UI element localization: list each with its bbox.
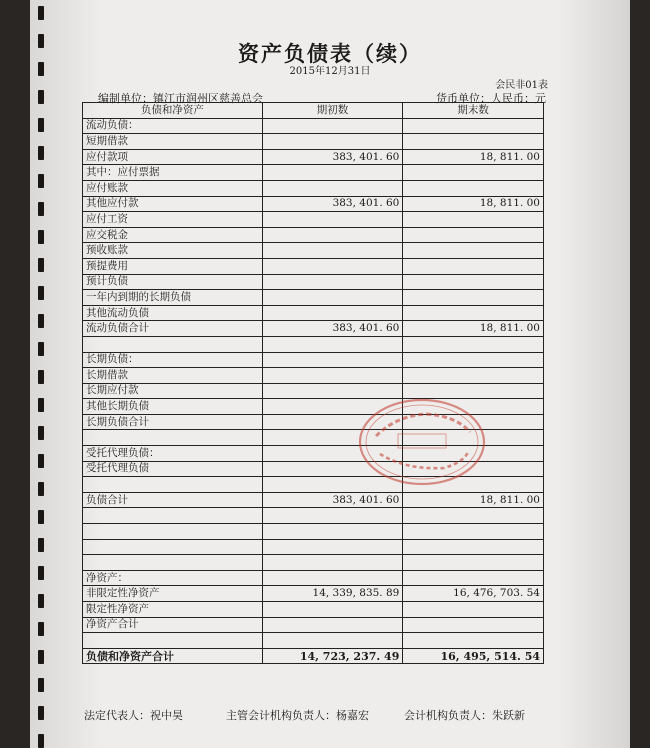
organization-label: 编制单位：镇江市润州区慈善总会 bbox=[98, 92, 263, 105]
row-end-value bbox=[403, 477, 544, 493]
row-end-value bbox=[403, 118, 544, 134]
row-label: 长期负债合计 bbox=[83, 414, 263, 430]
perforation-hole bbox=[38, 258, 44, 272]
row-end-value: 18, 811. 00 bbox=[403, 149, 544, 165]
table-row bbox=[83, 524, 544, 540]
row-end-value bbox=[403, 508, 544, 524]
row-end-value bbox=[403, 368, 544, 384]
perforation-hole bbox=[38, 174, 44, 188]
perforation-hole bbox=[38, 398, 44, 412]
row-label: 非限定性净资产 bbox=[83, 586, 263, 602]
row-label: 应付工资 bbox=[83, 212, 263, 228]
row-end-value: 18, 811. 00 bbox=[403, 196, 544, 212]
row-begin-value: 14, 339, 835. 89 bbox=[262, 586, 403, 602]
row-label: 应付账款 bbox=[83, 180, 263, 196]
row-end-value bbox=[403, 414, 544, 430]
row-begin-value bbox=[262, 336, 403, 352]
column-header-end: 期末数 bbox=[403, 103, 544, 119]
table-row bbox=[83, 555, 544, 571]
row-label bbox=[83, 524, 263, 540]
row-end-value bbox=[403, 290, 544, 306]
row-label: 长期负债： bbox=[83, 352, 263, 368]
table-row bbox=[83, 321, 544, 337]
row-end-value bbox=[403, 383, 544, 399]
perforation-hole bbox=[38, 342, 44, 356]
table-row bbox=[83, 305, 544, 321]
table-row bbox=[83, 165, 544, 181]
row-label: 应交税金 bbox=[83, 227, 263, 243]
table-row bbox=[83, 227, 544, 243]
perforation-hole bbox=[38, 538, 44, 552]
row-begin-value bbox=[262, 399, 403, 415]
row-label bbox=[83, 508, 263, 524]
row-begin-value bbox=[262, 602, 403, 618]
table-row bbox=[83, 586, 544, 602]
table-row bbox=[83, 539, 544, 555]
table-row bbox=[83, 336, 544, 352]
table-row bbox=[83, 196, 544, 212]
table-row bbox=[83, 274, 544, 290]
row-begin-value bbox=[262, 633, 403, 649]
table-row bbox=[83, 180, 544, 196]
row-label bbox=[83, 633, 263, 649]
perforation-hole bbox=[38, 230, 44, 244]
row-label: 一年内到期的长期负债 bbox=[83, 290, 263, 306]
row-begin-value bbox=[262, 227, 403, 243]
table-row bbox=[83, 570, 544, 586]
table-row bbox=[83, 368, 544, 384]
row-end-value: 18, 811. 00 bbox=[403, 492, 544, 508]
row-end-value: 16, 476, 703. 54 bbox=[403, 586, 544, 602]
row-begin-value bbox=[262, 508, 403, 524]
table-row bbox=[83, 477, 544, 493]
document-sheet bbox=[30, 0, 630, 748]
row-label: 其他流动负债 bbox=[83, 305, 263, 321]
table-header-row bbox=[83, 103, 544, 119]
row-label: 其他应付款 bbox=[83, 196, 263, 212]
row-end-value bbox=[403, 461, 544, 477]
row-end-value bbox=[403, 165, 544, 181]
row-label: 长期应付款 bbox=[83, 383, 263, 399]
row-begin-value bbox=[262, 165, 403, 181]
row-begin-value bbox=[262, 383, 403, 399]
row-begin-value bbox=[262, 243, 403, 259]
row-end-value bbox=[403, 539, 544, 555]
row-begin-value bbox=[262, 461, 403, 477]
row-end-value: 18, 811. 00 bbox=[403, 321, 544, 337]
table-row bbox=[83, 446, 544, 462]
table-row bbox=[83, 633, 544, 649]
row-end-value bbox=[403, 430, 544, 446]
perforation-hole bbox=[38, 706, 44, 720]
row-end-value bbox=[403, 305, 544, 321]
row-begin-value bbox=[262, 258, 403, 274]
row-label: 长期借款 bbox=[83, 368, 263, 384]
row-label bbox=[83, 539, 263, 555]
row-end-value bbox=[403, 274, 544, 290]
table-row bbox=[83, 290, 544, 306]
table-row bbox=[83, 243, 544, 259]
table-row bbox=[83, 149, 544, 165]
accounting-dept-head: 会计机构负责人：朱跃新 bbox=[404, 709, 525, 722]
row-end-value bbox=[403, 617, 544, 633]
row-end-value bbox=[403, 555, 544, 571]
row-end-value bbox=[403, 633, 544, 649]
perforation-hole bbox=[38, 566, 44, 580]
row-end-value bbox=[403, 399, 544, 415]
table-row bbox=[83, 258, 544, 274]
table-row bbox=[83, 602, 544, 618]
row-label: 短期借款 bbox=[83, 134, 263, 150]
row-label: 其中：应付票据 bbox=[83, 165, 263, 181]
table-row bbox=[83, 648, 544, 664]
row-label: 净资产合计 bbox=[83, 617, 263, 633]
row-label: 限定性净资产 bbox=[83, 602, 263, 618]
row-end-value bbox=[403, 212, 544, 228]
perforation-hole bbox=[38, 90, 44, 104]
perforation-hole bbox=[38, 146, 44, 160]
row-begin-value: 383, 401. 60 bbox=[262, 149, 403, 165]
perforation-hole bbox=[38, 454, 44, 468]
perforation-hole bbox=[38, 6, 44, 20]
perforation-hole bbox=[38, 510, 44, 524]
row-end-value bbox=[403, 570, 544, 586]
row-begin-value bbox=[262, 539, 403, 555]
row-begin-value: 383, 401. 60 bbox=[262, 492, 403, 508]
row-label: 预收账款 bbox=[83, 243, 263, 259]
table-row bbox=[83, 134, 544, 150]
row-label: 受托代理负债 bbox=[83, 461, 263, 477]
row-end-value bbox=[403, 602, 544, 618]
row-begin-value bbox=[262, 305, 403, 321]
row-label bbox=[83, 477, 263, 493]
perforation-strip bbox=[38, 0, 48, 748]
balance-sheet-table bbox=[82, 102, 544, 664]
row-label bbox=[83, 430, 263, 446]
table-row bbox=[83, 212, 544, 228]
row-begin-value bbox=[262, 118, 403, 134]
report-date: 2015年12月31日 bbox=[289, 66, 371, 77]
row-label: 负债合计 bbox=[83, 492, 263, 508]
row-begin-value bbox=[262, 477, 403, 493]
row-end-value bbox=[403, 352, 544, 368]
row-end-value bbox=[403, 134, 544, 150]
row-end-value bbox=[403, 227, 544, 243]
table-row bbox=[83, 118, 544, 134]
perforation-hole bbox=[38, 678, 44, 692]
table-row bbox=[83, 617, 544, 633]
perforation-hole bbox=[38, 426, 44, 440]
row-begin-value bbox=[262, 290, 403, 306]
row-end-value bbox=[403, 180, 544, 196]
table-row bbox=[83, 414, 544, 430]
row-label: 受托代理负债： bbox=[83, 446, 263, 462]
column-header-item: 负债和净资产 bbox=[83, 103, 263, 119]
perforation-hole bbox=[38, 314, 44, 328]
row-end-value bbox=[403, 258, 544, 274]
row-end-value: 16, 495, 514. 54 bbox=[403, 648, 544, 664]
row-begin-value bbox=[262, 180, 403, 196]
row-begin-value bbox=[262, 555, 403, 571]
document-title: 资产负债表（续） bbox=[238, 41, 422, 66]
row-label: 预提费用 bbox=[83, 258, 263, 274]
table-row bbox=[83, 352, 544, 368]
row-begin-value bbox=[262, 430, 403, 446]
row-end-value bbox=[403, 336, 544, 352]
accounting-head: 主管会计机构负责人：杨嘉宏 bbox=[226, 709, 369, 722]
table-row bbox=[83, 461, 544, 477]
table-row bbox=[83, 508, 544, 524]
row-label bbox=[83, 555, 263, 571]
row-begin-value: 383, 401. 60 bbox=[262, 321, 403, 337]
row-label: 负债和净资产合计 bbox=[83, 648, 263, 664]
table-row bbox=[83, 399, 544, 415]
perforation-hole bbox=[38, 370, 44, 384]
row-end-value bbox=[403, 446, 544, 462]
column-header-begin: 期初数 bbox=[262, 103, 403, 119]
row-label: 流动负债合计 bbox=[83, 321, 263, 337]
perforation-hole bbox=[38, 650, 44, 664]
row-begin-value bbox=[262, 570, 403, 586]
row-begin-value: 14, 723, 237. 49 bbox=[262, 648, 403, 664]
row-label: 流动负债： bbox=[83, 118, 263, 134]
row-begin-value bbox=[262, 368, 403, 384]
table-row bbox=[83, 430, 544, 446]
row-label: 应付款项 bbox=[83, 149, 263, 165]
row-label: 其他长期负债 bbox=[83, 399, 263, 415]
perforation-hole bbox=[38, 202, 44, 216]
perforation-hole bbox=[38, 594, 44, 608]
row-label: 净资产： bbox=[83, 570, 263, 586]
perforation-hole bbox=[38, 118, 44, 132]
perforation-hole bbox=[38, 286, 44, 300]
table-row bbox=[83, 383, 544, 399]
row-begin-value bbox=[262, 212, 403, 228]
row-label bbox=[83, 336, 263, 352]
row-begin-value bbox=[262, 414, 403, 430]
row-end-value bbox=[403, 524, 544, 540]
row-label: 预计负债 bbox=[83, 274, 263, 290]
row-begin-value bbox=[262, 352, 403, 368]
row-begin-value bbox=[262, 617, 403, 633]
form-number: 会民非01表 bbox=[495, 80, 548, 91]
row-begin-value bbox=[262, 274, 403, 290]
row-begin-value bbox=[262, 134, 403, 150]
row-end-value bbox=[403, 243, 544, 259]
legal-representative: 法定代表人：祝中昊 bbox=[84, 709, 183, 722]
row-begin-value bbox=[262, 524, 403, 540]
perforation-hole bbox=[38, 734, 44, 748]
perforation-hole bbox=[38, 622, 44, 636]
row-begin-value bbox=[262, 446, 403, 462]
currency-label: 货币单位：人民币：元 bbox=[436, 92, 546, 105]
row-begin-value: 383, 401. 60 bbox=[262, 196, 403, 212]
perforation-hole bbox=[38, 482, 44, 496]
table-row bbox=[83, 492, 544, 508]
